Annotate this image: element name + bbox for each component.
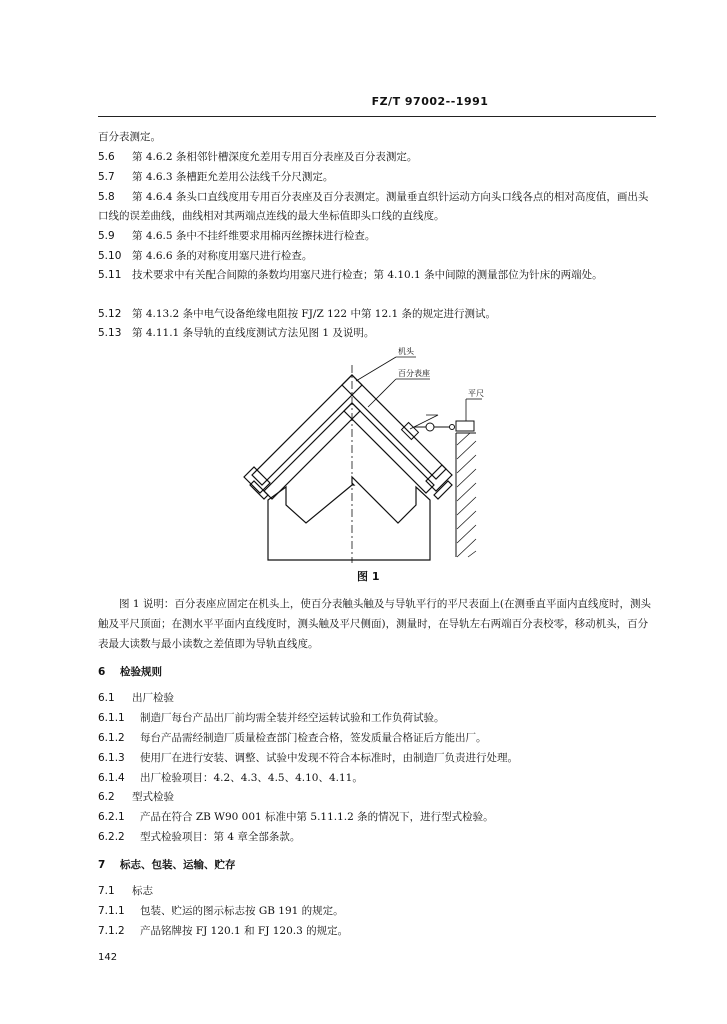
right-slide-block (426, 465, 452, 491)
clause-number: 6.1.4 (98, 772, 125, 784)
clause-number: 5.8 (98, 191, 115, 203)
left-inner-rail (264, 403, 360, 499)
label-ruler: 平尺 (468, 389, 484, 398)
clause-number: 5.6 (98, 151, 115, 163)
clause-number: 5.13 (98, 327, 122, 339)
clause-6-2-2 (98, 828, 658, 847)
header-rule (98, 116, 656, 117)
clause-text: 型式检验项目：第 4 章全部条款。 (140, 831, 301, 843)
clause-5-7 (98, 168, 658, 187)
clause-7-1-2 (98, 922, 658, 941)
clause-6-2-1 (98, 808, 658, 827)
clause-text: 出厂检验项目：4.2、4.3、4.5、4.10、4.11。 (140, 772, 363, 784)
clause-text: 标志 (132, 885, 153, 897)
clause-6-1-4 (98, 769, 658, 788)
right-rail (342, 375, 446, 479)
text-line (98, 128, 658, 147)
clause-text: 使用厂在进行安装、调整、试验中发现不符合本标准时，由制造厂负责进行处理。 (140, 752, 518, 764)
clause-number: 7.1 (98, 885, 115, 897)
ruler (456, 421, 474, 431)
clause-5-13 (98, 324, 658, 343)
clause-number: 6.2 (98, 791, 115, 803)
clause-6-1-2 (98, 729, 658, 748)
clause-5-11 (98, 266, 656, 285)
clause-text: 第 4.6.2 条相邻针槽深度允差用专用百分表座及百分表测定。 (132, 151, 418, 163)
clause-text: 型式检验 (132, 791, 174, 803)
clause-5-9 (98, 227, 658, 246)
figure-caption: 图 1 (357, 570, 380, 583)
clause-number: 6.1.2 (98, 732, 125, 744)
clause-number: 6.2.1 (98, 811, 125, 823)
left-rail (252, 375, 362, 485)
clause-text: 第 4.6.6 条的对称度用塞尺进行检查。 (132, 250, 313, 262)
clause-text: 第 4.11.1 条导轨的直线度测试方法见图 1 及说明。 (132, 327, 375, 339)
clause-7-1 (98, 882, 658, 901)
clause-6-2 (98, 788, 658, 807)
page-header: FZ/T 97002--1991 (371, 95, 489, 108)
clause-text: 产品铭牌按 FJ 120.1 和 FJ 120.3 的规定。 (140, 925, 349, 937)
clause-number: 7.1.1 (98, 905, 125, 917)
section7-heading (98, 856, 658, 875)
clause-6-1-3 (98, 749, 658, 768)
clause-5-10 (98, 247, 658, 266)
clause-number: 5.12 (98, 308, 122, 320)
label-gauge-holder: 百分表座 (398, 369, 430, 378)
clause-number: 5.10 (98, 250, 122, 262)
clause-text: 第 4.6.3 条槽距允差用公法线千分尺测定。 (132, 171, 334, 183)
clause-7-1-1 (98, 902, 658, 921)
clause-6-1-1 (98, 709, 658, 728)
section-title: 检验规则 (120, 666, 162, 678)
clause-5-12 (98, 305, 658, 324)
clause-5-8 (98, 188, 656, 226)
clause-number: 6.2.2 (98, 831, 125, 843)
figure-1-diagram (230, 345, 510, 570)
clause-text: 第 4.6.4 条头口直线度用专用百分表座及百分表测定。测量垂直织针运动方向头口线各点的相对高度值，画出头口线的误差曲线，曲线相对其两端点连线的最大坐标值即头口线的直线度。 (98, 191, 649, 222)
section-number: 6 (98, 666, 106, 678)
clause-text: 第 4.13.2 条中电气设备绝缘电阻按 FJ/Z 122 中第 12.1 条的规定进行测试。 (132, 308, 497, 320)
line-text: 百分表测定。 (98, 131, 161, 143)
gauge-dial (426, 423, 434, 431)
gauge-holder (402, 423, 419, 440)
clause-number: 5.9 (98, 230, 115, 242)
figure-note: 图 1 说明：百分表座应固定在机头上，使百分表触头触及与导轨平行的平尺表面上(在测垂直平面内直线度时，测头触及平尺顶面；在测水平平面内直线度时，测头触及平尺侧面)，测量时，在导轨左右两端百分表校零，移动机头，百分表最大读数与最小读数之差值即为导轨直线度。 (98, 598, 651, 650)
page-number: 142 (98, 952, 118, 963)
section6-heading (98, 663, 658, 682)
clause-number: 5.11 (98, 269, 122, 281)
clause-5-6 (98, 148, 658, 167)
clause-number: 6.1.3 (98, 752, 125, 764)
clause-text: 包装、贮运的图示标志按 GB 191 的规定。 (140, 905, 344, 917)
clause-text: 制造厂每台产品出厂前均需全装并经空运转试验和工作负荷试验。 (140, 712, 445, 724)
section-number: 7 (98, 859, 106, 871)
wall-hatching (457, 433, 476, 557)
clause-text: 第 4.6.5 条中不挂纤维要求用棉丙丝擦抹进行检查。 (132, 230, 376, 242)
clause-text: 产品在符合 ZB W90 001 标准中第 5.11.1.2 条的情况下，进行型式检验。 (140, 811, 494, 823)
label-machine-head: 机头 (398, 347, 414, 356)
section-title: 标志、包装、运输、贮存 (120, 859, 236, 871)
clause-number: 6.1 (98, 692, 115, 704)
machine-head-outline (268, 477, 430, 560)
clause-text: 出厂检验 (132, 692, 174, 704)
clause-text: 技术要求中有关配合间隙的条数均用塞尺进行检查；第 4.10.1 条中间隙的测量部位为针床的两端处。 (132, 269, 603, 281)
clause-number: 7.1.2 (98, 925, 125, 937)
right-inner-rail (344, 403, 434, 493)
clause-text: 每台产品需经制造厂质量检查部门检查合格，签发质量合格证后方能出厂。 (140, 732, 487, 744)
clause-number: 5.7 (98, 171, 115, 183)
clause-number: 6.1.1 (98, 712, 125, 724)
clause-6-1 (98, 689, 658, 708)
